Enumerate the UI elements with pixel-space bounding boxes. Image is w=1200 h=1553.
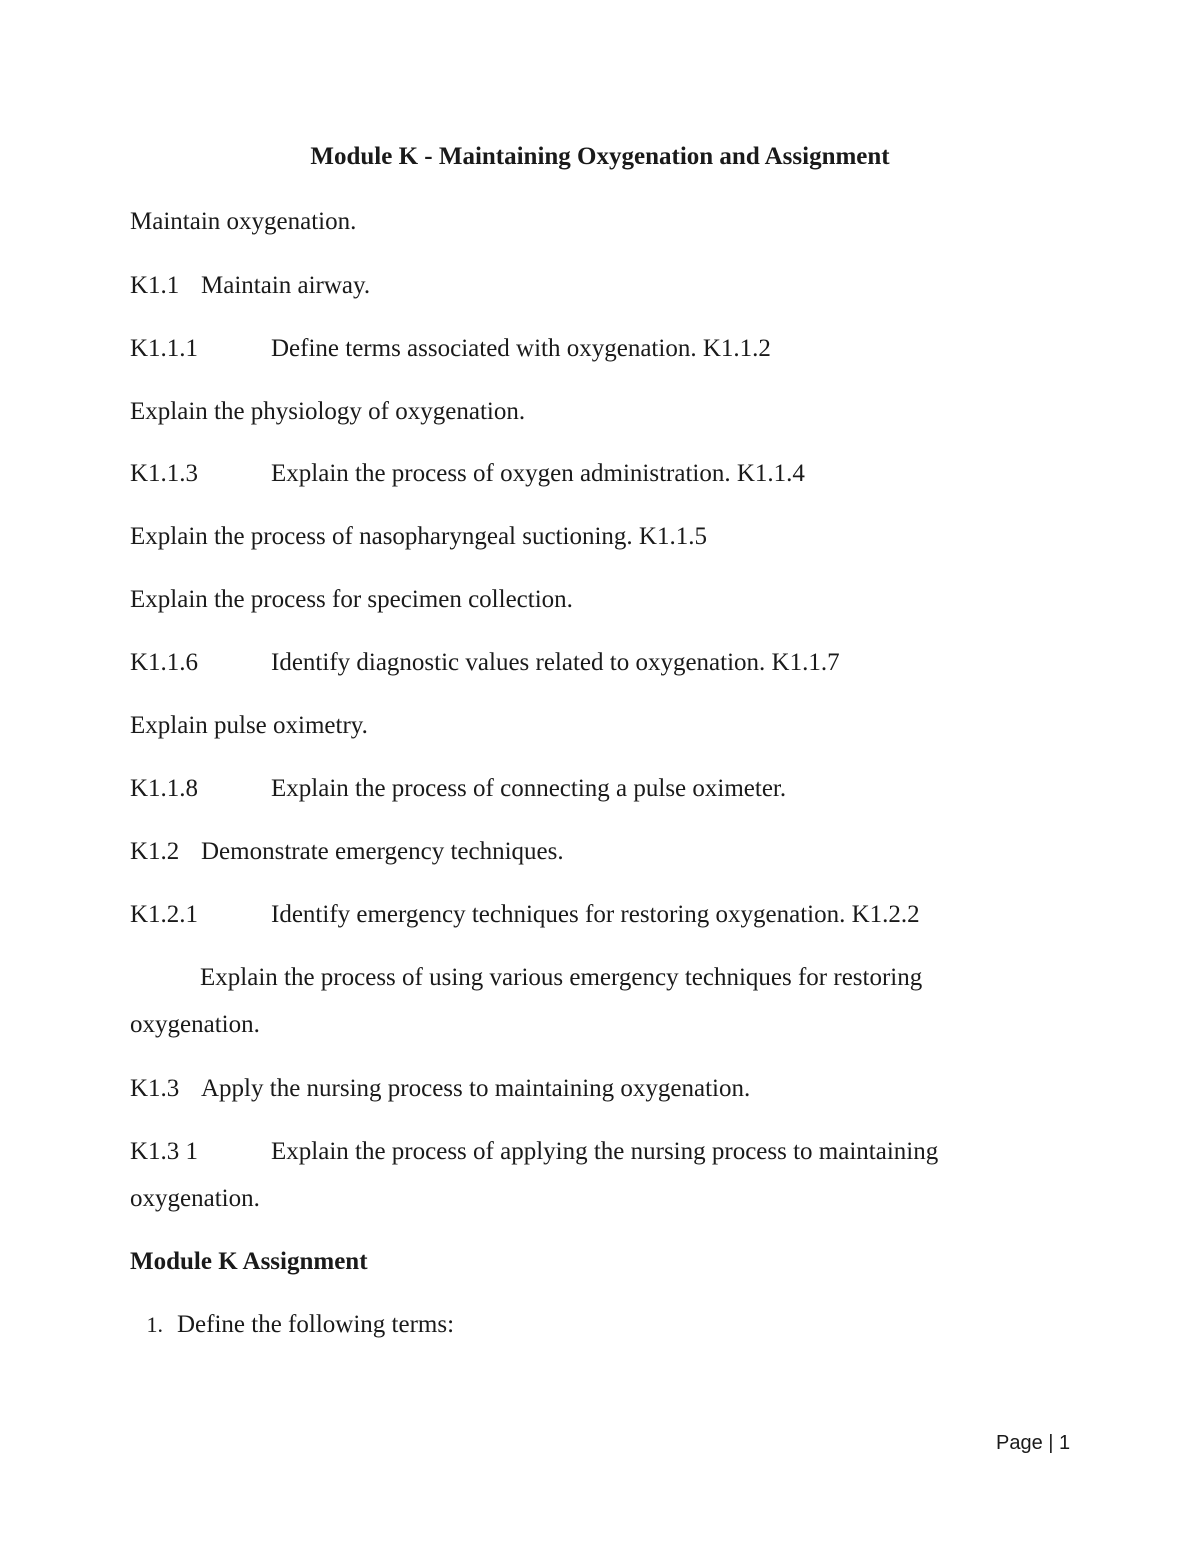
objective-code: K1.2 xyxy=(130,838,180,865)
objective-k1-2 xyxy=(130,837,564,867)
objective-k1-2-1 xyxy=(130,900,920,930)
objective-code: K1.3 xyxy=(130,1075,180,1102)
objective-code: K1.3 1 xyxy=(130,1138,199,1165)
objective-code: K1.1.3 xyxy=(130,460,199,487)
objective-k1-1-7-text: Explain pulse oximetry. xyxy=(130,712,368,739)
objective-k1-2-2-text-line2: oxygenation. xyxy=(130,1011,260,1038)
objective-text: Demonstrate emergency techniques. xyxy=(201,838,564,865)
list-item-text: Define the following terms: xyxy=(177,1311,455,1338)
list-item xyxy=(130,1310,454,1340)
objective-code: K1.1.6 xyxy=(130,649,199,676)
objective-k1-1-8 xyxy=(130,774,786,804)
objective-text: Identify diagnostic values related to oxygenation. K1.1.7 xyxy=(271,649,840,676)
objective-k1-1-3 xyxy=(130,459,805,489)
objective-k1-1-2-text: Explain the physiology of oxygenation. xyxy=(130,398,526,425)
objective-code: K1.2.1 xyxy=(130,901,199,928)
assignment-heading: Module K Assignment xyxy=(130,1248,368,1275)
objective-text: Apply the nursing process to maintaining oxygenation. xyxy=(201,1075,751,1102)
objective-code: K1.1.8 xyxy=(130,775,199,802)
objective-text: Maintain airway. xyxy=(201,272,371,299)
objective-k1-1-4-text: Explain the process of nasopharyngeal suctioning. K1.1.5 xyxy=(130,523,707,550)
objective-code: K1.1.1 xyxy=(130,335,199,362)
intro-text: Maintain oxygenation. xyxy=(130,208,357,235)
objective-k1-3-1-text-line2: oxygenation. xyxy=(130,1185,260,1212)
objective-text: Identify emergency techniques for restoring oxygenation. K1.2.2 xyxy=(271,901,920,928)
objective-k1-1-6 xyxy=(130,648,840,678)
objective-code: K1.1 xyxy=(130,272,180,299)
objective-text: Explain the process of oxygen administration. K1.1.4 xyxy=(271,460,805,487)
objective-k1-2-2-text-line1: Explain the process of using various emergency techniques for restoring xyxy=(200,964,923,991)
page-number-footer: Page | 1 xyxy=(996,1432,1071,1454)
document-title: Module K - Maintaining Oxygenation and Assignment xyxy=(310,143,890,170)
list-item-number: 1. xyxy=(146,1312,163,1337)
objective-k1-3 xyxy=(130,1074,750,1104)
objective-k1-1-5-text: Explain the process for specimen collection. xyxy=(130,586,573,613)
objective-text: Define terms associated with oxygenation. K1.1.2 xyxy=(271,335,771,362)
objective-k1-1 xyxy=(130,271,370,301)
objective-k1-1-1 xyxy=(130,334,771,364)
objective-k1-3-1 xyxy=(130,1137,938,1167)
objective-text: Explain the process of connecting a pulse oximeter. xyxy=(271,775,787,802)
objective-text: Explain the process of applying the nursing process to maintaining xyxy=(271,1138,939,1165)
